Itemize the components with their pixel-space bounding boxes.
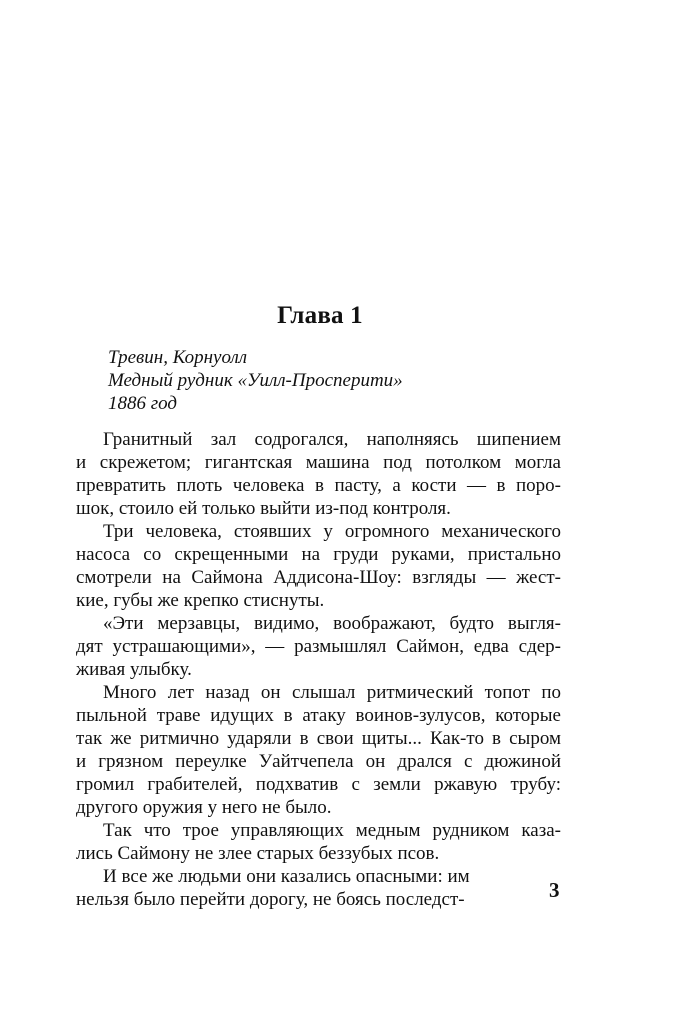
- text-line: Много лет назад он слышал ритмический топот по: [103, 682, 561, 703]
- epigraph-location: Тревин, Корнуолл: [108, 347, 248, 368]
- text-line: пыльной траве идущих в атаку воинов-зулусов, которые: [76, 705, 561, 726]
- text-line: лись Саймону не злее старых беззубых псов.: [76, 843, 440, 864]
- text-line: другого оружия у него не было.: [76, 797, 332, 818]
- text-line: И все же людьми они казались опасными: им: [103, 866, 470, 887]
- text-line: дят устрашающими», — размышлял Саймон, едва сдер-: [76, 636, 561, 657]
- text-line: и скрежетом; гигантская машина под потолком могла: [76, 452, 561, 473]
- text-line: громил грабителей, подхватив с земли ржавую трубу:: [76, 774, 561, 795]
- text-line: Три человека, стоявших у огромного механического: [103, 521, 561, 542]
- epigraph: [108, 346, 403, 415]
- text-line: «Эти мерзавцы, видимо, воображают, будто выгля-: [103, 613, 561, 634]
- text-line: так же ритмично ударяли в свои щиты... Как-то в сыром: [76, 728, 561, 749]
- text-line: смотрели на Саймона Аддисона-Шоу: взгляды — жест-: [76, 567, 561, 588]
- text-line: Так что трое управляющих медным рудником каза-: [103, 820, 561, 841]
- text-line: Гранитный зал содрогался, наполняясь шипением: [103, 429, 561, 450]
- epigraph-place: Медный рудник «Уилл-Просперити»: [108, 370, 403, 391]
- epigraph-year: 1886 год: [108, 393, 178, 414]
- text-line: живая улыбку.: [76, 659, 192, 680]
- text-line: нельзя было перейти дорогу, не боясь последст-: [76, 889, 465, 910]
- chapter-title: Глава 1: [277, 302, 363, 329]
- text-line: шок, стоило ей только выйти из-под контроля.: [76, 498, 451, 519]
- text-line: и грязном переулке Уайтчепела он дрался с дюжиной: [76, 751, 561, 772]
- text-line: превратить плоть человека в пасту, а кости — в поро-: [76, 475, 561, 496]
- text-line: кие, губы же крепко стиснуты.: [76, 590, 325, 611]
- page-number: 3: [549, 878, 560, 902]
- text-line: насоса со скрещенными на груди руками, пристально: [76, 544, 561, 565]
- body-text: [76, 428, 561, 911]
